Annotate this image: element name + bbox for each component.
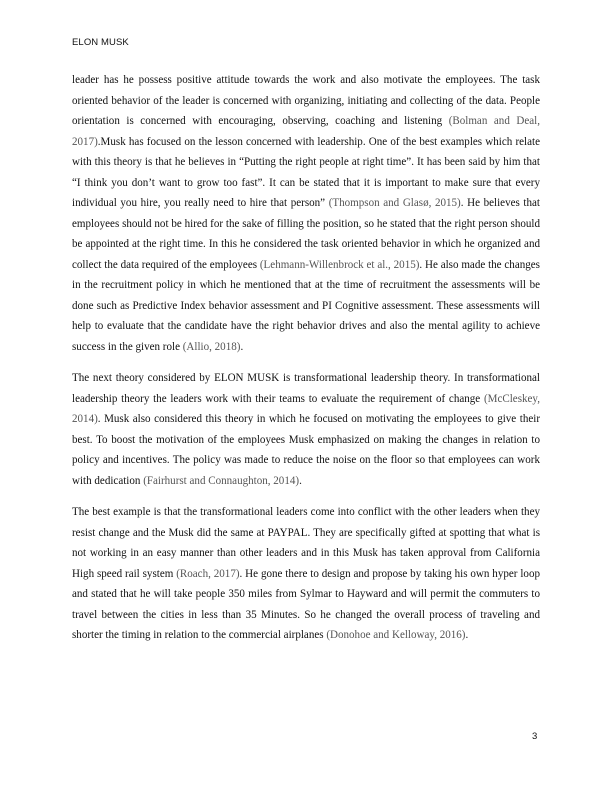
paragraph-text: . Musk also considered this theory in which he focused on motivating the employees to give their best. To boost the motivation of the employees Musk emphasized on making the changes in relation to policy and incentives. The policy was made to reduce the noise on the floor so that employees can work with dedication xyxy=(72,413,540,487)
paragraph-text: .Musk has focused on the lesson concerned with leadership. One of the best examples which relate with this theory is that he believes in “Putting the right people at right time”. It has been said by him that “I think you don’t want to grow too fast”. It can be stated that it is important to make sure that every individual you hire, you really need to hire that person” xyxy=(72,135,540,209)
paragraph-text: . xyxy=(240,340,244,353)
paragraph-text: The next theory considered by ELON MUSK is transformational leadership theory. In transformational leadership theory the leaders work with their teams to evaluate the requirement of change xyxy=(72,372,540,405)
paragraph-text: . xyxy=(299,474,302,487)
paragraph-text: The best example is that the transformational leaders come into conflict with the other leaders when they resist change and the Musk did the same at PAYPAL. They are specifically gifted at spotting that what is not working in an easy manner than other leaders and in this Musk has taken approval from California High speed rail system xyxy=(72,506,540,580)
paragraph xyxy=(72,70,540,357)
paragraph-text: . He gone there to design and propose by taking his own hyper loop and stated that he will take people 350 miles from Sylmar to Hayward and will permit the commuters to travel between the cities in less than 35 Minutes. So he changed the overall process of traveling and shorter the timing in relation to the commercial airplanes xyxy=(72,567,540,641)
paragraph xyxy=(72,368,540,491)
citation: (Donohoe and Kelloway, 2016) xyxy=(326,629,466,641)
body-text xyxy=(72,70,540,657)
citation: (Allio, 2018) xyxy=(182,340,241,353)
paragraph-text: . xyxy=(465,629,469,641)
running-head: ELON MUSK xyxy=(72,37,129,48)
citation: (Thompson and Glasø, 2015) xyxy=(328,197,461,209)
citation: (Fairhurst and Connaughton, 2014) xyxy=(143,474,300,487)
page-number: 3 xyxy=(532,731,538,742)
paragraph-text: . He also made the changes in the recruitment policy in which he mentioned that at the time of recruitment the assessments will be done such as Predictive Index behavior assessment and PI Cognitive assessment. These assessments will help to evaluate that the candidate have the right behavior drives and also the mental agility to achieve success in the given role xyxy=(72,258,540,353)
citation: (McCleskey, 2014) xyxy=(72,392,540,425)
paragraph-text: . He believes that employees should not be hired for the sake of filling the position, so he stated that the right person should be appointed at the right time. In this he considered the task oriented behavior in which he organized and collect the data required of the employees xyxy=(72,197,540,271)
paragraph-text: leader has he possess positive attitude towards the work and also motivate the employees. The task oriented behavior of the leader is concerned with organizing, initiating and collecting of the data. People orientation is concerned with encouraging, observing, coaching and listening xyxy=(72,74,540,127)
citation: (Bolman and Deal, 2017) xyxy=(72,115,540,148)
citation: (Lehmann-Willenbrock et al., 2015) xyxy=(259,258,420,271)
paragraph xyxy=(72,502,540,646)
citation: (Roach, 2017) xyxy=(176,567,240,580)
